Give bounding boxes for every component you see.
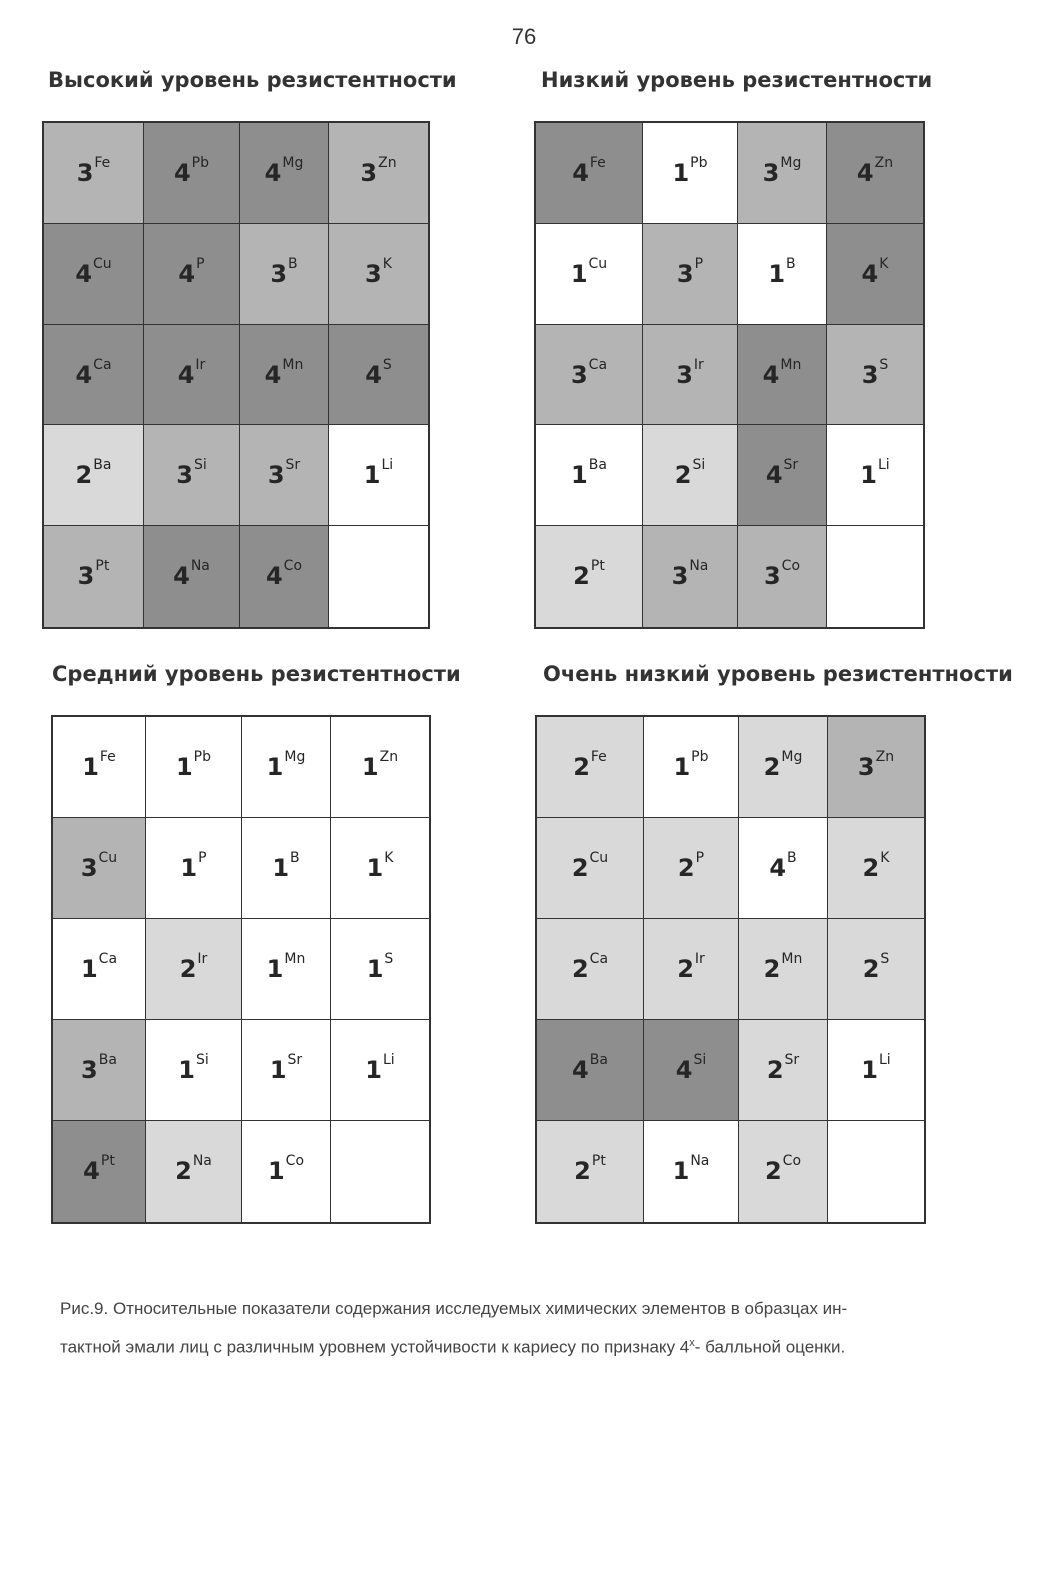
cell-score: 1 <box>80 955 98 983</box>
cell-element-symbol: Ca <box>589 951 609 967</box>
cell-co <box>242 1121 331 1222</box>
panel-title-medium: Средний уровень резистентности <box>52 662 461 686</box>
cell-element-symbol: Si <box>195 1052 209 1068</box>
cell-element-symbol: P <box>694 255 704 272</box>
cell-element-symbol: Co <box>285 1153 305 1169</box>
cell-element-symbol: Si <box>692 457 706 474</box>
cell-score: 4 <box>75 360 93 389</box>
cell-ba <box>44 425 144 526</box>
cell-k <box>329 224 428 325</box>
cell-k <box>827 224 923 325</box>
cell-element-symbol: Sr <box>285 457 301 474</box>
cell-score: 1 <box>672 1157 690 1185</box>
cell-element-symbol: Ir <box>694 951 705 967</box>
cell-li <box>329 425 428 526</box>
cell-score: 1 <box>266 955 284 983</box>
cell-element-symbol: Fe <box>589 155 606 171</box>
caption-line-2 <box>60 1326 980 1365</box>
cell-sr <box>739 1020 828 1121</box>
cell-ca <box>53 919 146 1020</box>
cell-score: 3 <box>80 854 98 882</box>
cell-element-symbol: Sr <box>287 1052 303 1068</box>
cell-score: 3 <box>763 562 781 591</box>
cell-score: 4 <box>572 159 589 187</box>
cell-score: 3 <box>267 461 285 490</box>
page-number: 76 <box>511 24 537 49</box>
cell-score: 4 <box>769 854 787 882</box>
cell-score: 3 <box>671 562 689 591</box>
cell-s <box>331 919 429 1020</box>
cell-element-symbol: Mn <box>284 951 306 967</box>
cell-element-symbol: Pt <box>591 1153 606 1169</box>
cell-element-symbol: K <box>879 255 889 272</box>
cell-score: 4 <box>178 259 196 288</box>
cell-li <box>828 1020 924 1121</box>
cell-pt <box>44 526 144 627</box>
cell-si <box>144 425 240 526</box>
cell-score: 1 <box>175 753 193 781</box>
cell-element-symbol: B <box>787 850 797 866</box>
cell-element-symbol: B <box>786 255 796 272</box>
cell-cu <box>537 818 644 919</box>
cell-score: 2 <box>75 461 93 490</box>
cell-score: 3 <box>76 159 94 187</box>
cell-pb <box>644 717 739 818</box>
cell-score: 3 <box>270 259 288 288</box>
cell-element-symbol: Mn <box>282 356 304 373</box>
cell-pt <box>537 1121 644 1222</box>
cell-score: 1 <box>571 461 588 490</box>
cell-fe <box>537 717 644 818</box>
cell-element-symbol: Na <box>192 1153 212 1169</box>
cell-empty <box>828 1121 924 1222</box>
cell-element-symbol: Co <box>782 1153 802 1169</box>
cell-score: 4 <box>365 360 382 389</box>
cell-score: 1 <box>673 753 691 781</box>
cell-mn <box>240 325 329 426</box>
cell-score: 2 <box>179 955 197 983</box>
cell-score: 3 <box>81 1056 98 1084</box>
cell-li <box>827 425 923 526</box>
cell-element-symbol: Cu <box>588 255 608 272</box>
cell-element-symbol: Na <box>190 558 210 575</box>
cell-score: 3 <box>360 159 378 187</box>
cell-mn <box>738 325 827 426</box>
cell-score: 4 <box>173 159 191 187</box>
cell-element-symbol: K <box>384 850 394 866</box>
cell-score: 1 <box>672 159 690 187</box>
cell-score: 4 <box>856 159 874 187</box>
cell-pt <box>536 526 643 627</box>
cell-ba <box>536 425 643 526</box>
cell-element-symbol: Mn <box>780 356 802 373</box>
cell-cu <box>53 818 146 919</box>
cell-mg <box>242 717 331 818</box>
cell-score: 2 <box>571 854 589 882</box>
cell-element-symbol: Ca <box>93 356 112 373</box>
cell-element-symbol: Pt <box>100 1153 115 1169</box>
cell-element-symbol: Zn <box>378 155 397 171</box>
grid-medium-resistance <box>51 715 431 1224</box>
cell-element-symbol: Ba <box>589 1052 608 1068</box>
cell-element-symbol: Li <box>878 457 890 474</box>
cell-sr <box>242 1020 331 1121</box>
cell-score: 1 <box>861 1056 878 1084</box>
cell-element-symbol: Fe <box>590 749 607 765</box>
cell-element-symbol: K <box>880 850 890 866</box>
cell-element-symbol: Ba <box>588 457 607 474</box>
cell-score: 1 <box>269 1056 287 1084</box>
cell-co <box>240 526 329 627</box>
cell-co <box>738 526 827 627</box>
cell-score: 1 <box>178 1056 195 1084</box>
cell-si <box>644 1020 739 1121</box>
cell-element-symbol: B <box>288 255 298 272</box>
cell-element-symbol: Pb <box>691 749 709 765</box>
cell-pt <box>53 1121 146 1222</box>
cell-s <box>828 919 924 1020</box>
cell-score: 1 <box>272 854 290 882</box>
cell-score: 2 <box>677 854 695 882</box>
cell-ca <box>536 325 643 426</box>
cell-score: 2 <box>573 562 590 591</box>
cell-element-symbol: K <box>382 255 392 272</box>
cell-element-symbol: B <box>290 850 300 866</box>
cell-pb <box>146 717 242 818</box>
caption-superscript: x <box>689 1337 695 1349</box>
cell-score: 3 <box>861 360 879 389</box>
cell-score: 4 <box>75 259 93 288</box>
grid-low-resistance <box>534 121 925 629</box>
cell-co <box>739 1121 828 1222</box>
cell-element-symbol: Fe <box>94 155 111 171</box>
cell-empty <box>331 1121 429 1222</box>
cell-ir <box>643 325 738 426</box>
cell-score: 4 <box>572 1056 589 1084</box>
cell-fe <box>536 123 643 224</box>
cell-score: 1 <box>365 1056 382 1084</box>
cell-score: 1 <box>363 461 381 490</box>
cell-b <box>739 818 828 919</box>
cell-element-symbol: Sr <box>784 1052 800 1068</box>
cell-na <box>144 526 240 627</box>
cell-element-symbol: Mg <box>282 155 304 171</box>
cell-li <box>331 1020 429 1121</box>
cell-k <box>828 818 924 919</box>
cell-score: 3 <box>176 461 193 490</box>
cell-zn <box>329 123 428 224</box>
cell-score: 4 <box>762 360 780 389</box>
cell-score: 1 <box>266 753 284 781</box>
cell-element-symbol: Sr <box>783 457 799 474</box>
cell-element-symbol: Ba <box>98 1052 117 1068</box>
cell-element-symbol: Fe <box>99 749 116 765</box>
cell-element-symbol: Na <box>689 558 709 575</box>
cell-score: 2 <box>677 955 694 983</box>
cell-score: 4 <box>265 562 283 591</box>
cell-score: 2 <box>862 854 880 882</box>
cell-score: 3 <box>77 562 95 591</box>
cell-b <box>242 818 331 919</box>
cell-element-symbol: S <box>880 951 890 967</box>
cell-zn <box>827 123 923 224</box>
cell-score: 2 <box>574 1157 591 1185</box>
cell-mg <box>738 123 827 224</box>
cell-element-symbol: Pt <box>590 558 605 575</box>
cell-s <box>329 325 428 426</box>
cell-element-symbol: Li <box>381 457 394 474</box>
cell-na <box>644 1121 739 1222</box>
cell-element-symbol: Pb <box>193 749 212 765</box>
cell-fe <box>44 123 144 224</box>
cell-score: 4 <box>173 562 190 591</box>
cell-empty <box>827 526 923 627</box>
cell-ba <box>53 1020 146 1121</box>
cell-score: 1 <box>361 753 379 781</box>
cell-element-symbol: Zn <box>875 749 895 765</box>
cell-si <box>146 1020 242 1121</box>
caption-line-2-end: - балльной оценки. <box>694 1337 846 1357</box>
cell-na <box>146 1121 242 1222</box>
cell-k <box>331 818 429 919</box>
cell-score: 4 <box>675 1056 693 1084</box>
cell-mn <box>242 919 331 1020</box>
cell-score: 1 <box>768 259 786 288</box>
cell-score: 4 <box>83 1157 100 1185</box>
cell-p <box>144 224 240 325</box>
cell-score: 2 <box>573 753 590 781</box>
cell-element-symbol: Cu <box>93 255 112 272</box>
cell-element-symbol: Si <box>193 457 207 474</box>
cell-score: 3 <box>570 360 588 389</box>
panel-title-low: Низкий уровень резистентности <box>541 68 933 92</box>
cell-sr <box>240 425 329 526</box>
cell-mg <box>739 717 828 818</box>
cell-element-symbol: S <box>382 356 392 373</box>
cell-element-symbol: Ca <box>98 951 118 967</box>
cell-ba <box>537 1020 644 1121</box>
cell-element-symbol: Cu <box>98 850 118 866</box>
cell-b <box>240 224 329 325</box>
cell-element-symbol: Ir <box>195 356 206 373</box>
figure-caption <box>60 1292 980 1365</box>
cell-score: 1 <box>267 1157 285 1185</box>
cell-element-symbol: Mg <box>284 749 306 765</box>
caption-line-1: Рис.9. Относительные показатели содержания исследуемых химических элементов в образцах ин- <box>60 1299 848 1318</box>
cell-element-symbol: Ir <box>197 951 208 967</box>
cell-score: 3 <box>857 753 875 781</box>
cell-score: 3 <box>365 259 382 288</box>
cell-element-symbol: Ca <box>588 356 608 373</box>
cell-score: 1 <box>366 955 384 983</box>
cell-score: 1 <box>570 259 588 288</box>
cell-score: 1 <box>860 461 877 490</box>
cell-p <box>643 224 738 325</box>
cell-score: 2 <box>862 955 880 983</box>
cell-element-symbol: S <box>384 951 394 967</box>
cell-pb <box>643 123 738 224</box>
cell-element-symbol: Mg <box>781 749 803 765</box>
cell-score: 2 <box>674 461 692 490</box>
cell-zn <box>828 717 924 818</box>
cell-element-symbol: Pb <box>690 155 708 171</box>
cell-ir <box>144 325 240 426</box>
cell-zn <box>331 717 429 818</box>
cell-pb <box>144 123 240 224</box>
cell-score: 2 <box>763 955 781 983</box>
cell-si <box>643 425 738 526</box>
cell-element-symbol: Li <box>879 1052 891 1068</box>
cell-score: 1 <box>366 854 384 882</box>
cell-p <box>644 818 739 919</box>
cell-element-symbol: Mn <box>781 951 803 967</box>
cell-score: 3 <box>676 360 693 389</box>
cell-na <box>643 526 738 627</box>
cell-element-symbol: Na <box>690 1153 710 1169</box>
cell-score: 2 <box>571 955 589 983</box>
cell-empty <box>329 526 428 627</box>
cell-score: 2 <box>175 1157 192 1185</box>
cell-score: 3 <box>762 159 780 187</box>
cell-score: 4 <box>264 159 282 187</box>
cell-ca <box>44 325 144 426</box>
cell-element-symbol: S <box>879 356 889 373</box>
cell-score: 1 <box>180 854 198 882</box>
cell-score: 4 <box>264 360 282 389</box>
cell-p <box>146 818 242 919</box>
grid-high-resistance <box>42 121 430 629</box>
cell-element-symbol: Li <box>383 1052 395 1068</box>
cell-b <box>738 224 827 325</box>
panel-title-high: Высокий уровень резистентности <box>48 68 457 92</box>
cell-element-symbol: Zn <box>874 155 894 171</box>
cell-element-symbol: P <box>196 255 205 272</box>
panel-title-very-low: Очень низкий уровень резистентности <box>543 662 1013 686</box>
cell-score: 4 <box>861 259 879 288</box>
cell-score: 2 <box>764 1157 782 1185</box>
cell-mg <box>240 123 329 224</box>
cell-element-symbol: Ba <box>93 457 112 474</box>
cell-element-symbol: Pb <box>191 155 210 171</box>
cell-ir <box>644 919 739 1020</box>
caption-line-2-text: тактной эмали лиц с различным уровнем устойчивости к кариесу по признаку 4 <box>60 1337 690 1357</box>
cell-fe <box>53 717 146 818</box>
grid-very-low-resistance <box>535 715 926 1224</box>
cell-score: 4 <box>765 461 783 490</box>
cell-score: 4 <box>177 360 195 389</box>
cell-score: 2 <box>766 1056 784 1084</box>
cell-element-symbol: Mg <box>780 155 802 171</box>
cell-score: 1 <box>82 753 99 781</box>
cell-element-symbol: Pt <box>95 558 110 575</box>
cell-score: 2 <box>763 753 781 781</box>
cell-sr <box>738 425 827 526</box>
cell-element-symbol: Cu <box>589 850 609 866</box>
cell-element-symbol: Si <box>693 1052 707 1068</box>
cell-score: 3 <box>676 259 694 288</box>
cell-cu <box>536 224 643 325</box>
cell-cu <box>44 224 144 325</box>
cell-element-symbol: Zn <box>379 749 399 765</box>
cell-mn <box>739 919 828 1020</box>
cell-ca <box>537 919 644 1020</box>
cell-element-symbol: Ir <box>693 356 704 373</box>
cell-s <box>827 325 923 426</box>
cell-element-symbol: Co <box>781 558 801 575</box>
cell-ir <box>146 919 242 1020</box>
cell-element-symbol: Co <box>283 558 303 575</box>
cell-element-symbol: P <box>695 850 705 866</box>
cell-element-symbol: P <box>198 850 207 866</box>
